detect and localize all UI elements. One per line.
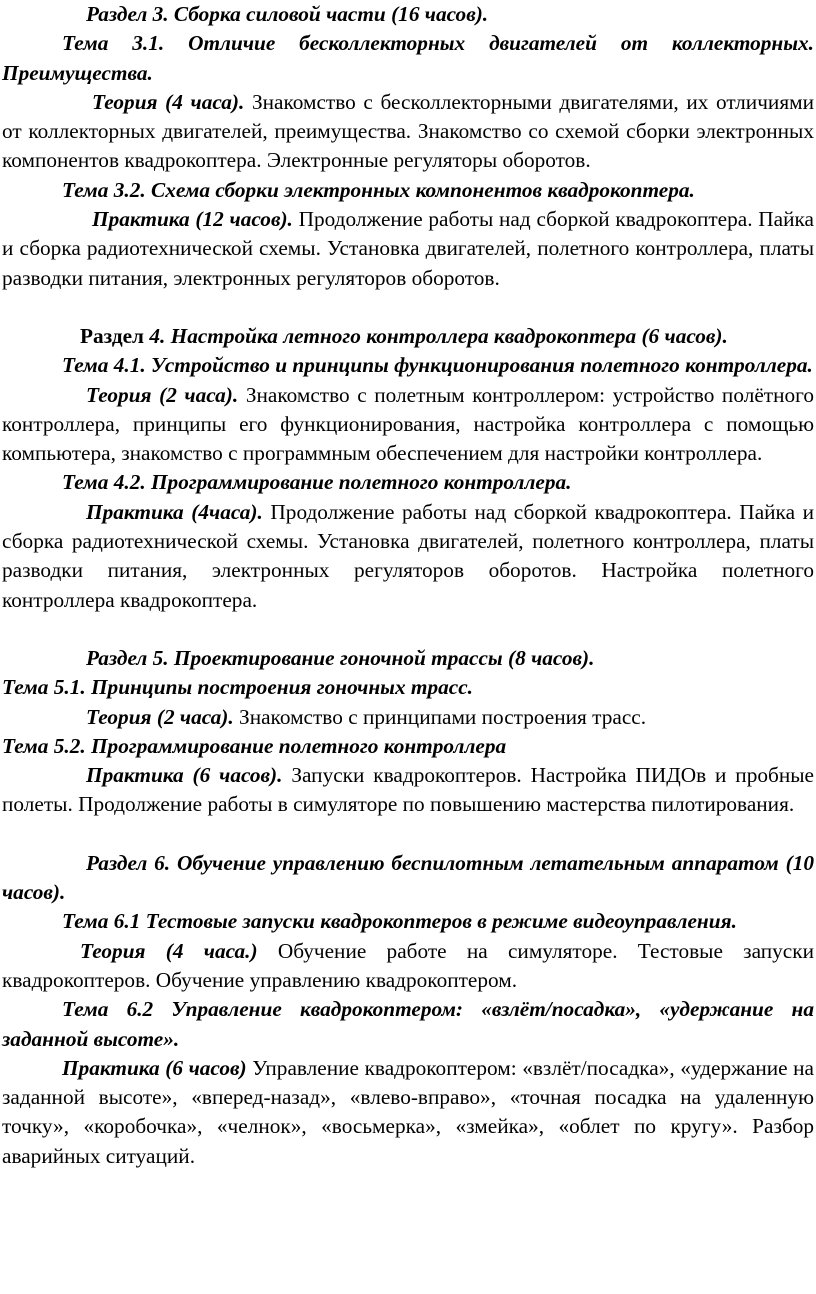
- section-6-heading: Раздел 6. Обучение управлению беспилотным летательным аппаратом (10 часов).: [2, 850, 814, 905]
- topic-4-2-text: Продолжение работы над сборкой квадрокоптера. Пайка и сборка радиотехнической схемы. Установка двигателей, полетного контроллера, платы разводки питания, электронных регуляторов оборотов. Настройка полетного контроллера квадрокоптера.: [2, 499, 814, 612]
- topic-6-1-text: Обучение работе на симуляторе. Тестовые запуски квадрокоптеров. Обучение управлению квадрокоптером.: [2, 938, 814, 992]
- topic-5-1-body: [2, 703, 814, 732]
- topic-3-2-label: Практика (12 часов).: [92, 207, 293, 232]
- topic-4-1-label: Теория (2 часа).: [86, 382, 239, 407]
- spacer: [2, 293, 814, 322]
- topic-6-1-body: [2, 937, 814, 996]
- topic-6-2-text: Управление квадрокоптером: «взлёт/посадка», «удержание на заданной высоте», «вперед-назад», «влево-вправо», «точная посадка на удаленную точку», «коробочка», «челнок», «восьмерка», «змейка», «облет по кругу». Разбор аварийных ситуаций.: [2, 1055, 814, 1168]
- section-4-heading-rest: 4. Настройка летного контроллера квадрокоптера (6 часов).: [144, 323, 728, 348]
- topic-5-2-label: Практика (6 часов).: [86, 763, 283, 788]
- topic-6-1-label: Теория (4 часа.): [80, 938, 258, 963]
- topic-5-2-title: Тема 5.2. Программирование полетного контроллера: [2, 733, 507, 758]
- topic-5-1-label: Теория (2 часа).: [86, 704, 234, 729]
- topic-6-2-title: Тема 6.2 Управление квадрокоптером: «взлёт/посадка», «удержание на заданной высоте».: [2, 997, 814, 1051]
- topic-4-1-body: [2, 381, 814, 469]
- topic-4-1-title: Тема 4.1. Устройство и принципы функционирования полетного контроллера.: [62, 353, 813, 378]
- topic-3-1-label: Теория (4 часа).: [92, 89, 245, 114]
- topic-6-2-label: Практика (6 часов): [62, 1055, 247, 1080]
- topic-6-1-title: Тема 6.1 Тестовые запуски квадрокоптеров в режиме видеоуправления.: [62, 909, 737, 934]
- topic-3-2-body: [2, 205, 814, 293]
- section-5-heading: Раздел 5. Проектирование гоночной трассы (8 часов).: [86, 645, 595, 670]
- spacer: [2, 820, 814, 849]
- section-3-heading: Раздел 3. Сборка силовой части (16 часов).: [86, 2, 489, 26]
- topic-4-1-text: Знакомство с полетным контроллером: устройство полётного контроллера, принципы его функционирования, настройка контроллера с помощью компьютера, знакомство с программным обеспечением для настройки контроллера.: [2, 382, 814, 466]
- topic-5-1-title: Тема 5.1. Принципы построения гоночных трасс.: [2, 675, 474, 700]
- topic-5-1-text: Знакомство с принципами построения трасс.: [233, 704, 647, 729]
- topic-3-2-text: Продолжение работы над сборкой квадрокоптера. Пайка и сборка радиотехнической схемы. Установка двигателей, полетного контроллера, платы разводки питания, электронных регуляторов оборотов.: [2, 207, 814, 290]
- topic-3-1-text: Знакомство с бесколлекторными двигателями, их отличиями от коллекторных двигателей, преимущества. Знакомство со схемой сборки электронных компонентов квадрокоптера. Электронные регуляторы оборотов.: [2, 89, 814, 173]
- spacer: [2, 615, 814, 644]
- topic-5-2-body: [2, 761, 814, 820]
- section-4-heading: [2, 322, 814, 351]
- topic-4-2-label: Практика (4часа).: [86, 499, 263, 524]
- topic-3-1-body: [2, 88, 814, 176]
- topic-3-2-title: Тема 3.2. Схема сборки электронных компонентов квадрокоптера.: [62, 177, 695, 202]
- topic-3-1-title: Тема 3.1. Отличие бесколлекторных двигателей от коллекторных. Преимущества.: [2, 31, 814, 85]
- topic-4-2-body: [2, 498, 814, 615]
- topic-5-2-text: Запуски квадрокоптеров. Настройка ПИДОв и пробные полеты. Продолжение работы в симуляторе по повышению мастерства пилотирования.: [2, 763, 814, 817]
- topic-4-2-title: Тема 4.2. Программирование полетного контроллера.: [62, 470, 572, 495]
- topic-6-2-body: [2, 1054, 814, 1171]
- section-4-heading-word: Раздел: [80, 323, 145, 348]
